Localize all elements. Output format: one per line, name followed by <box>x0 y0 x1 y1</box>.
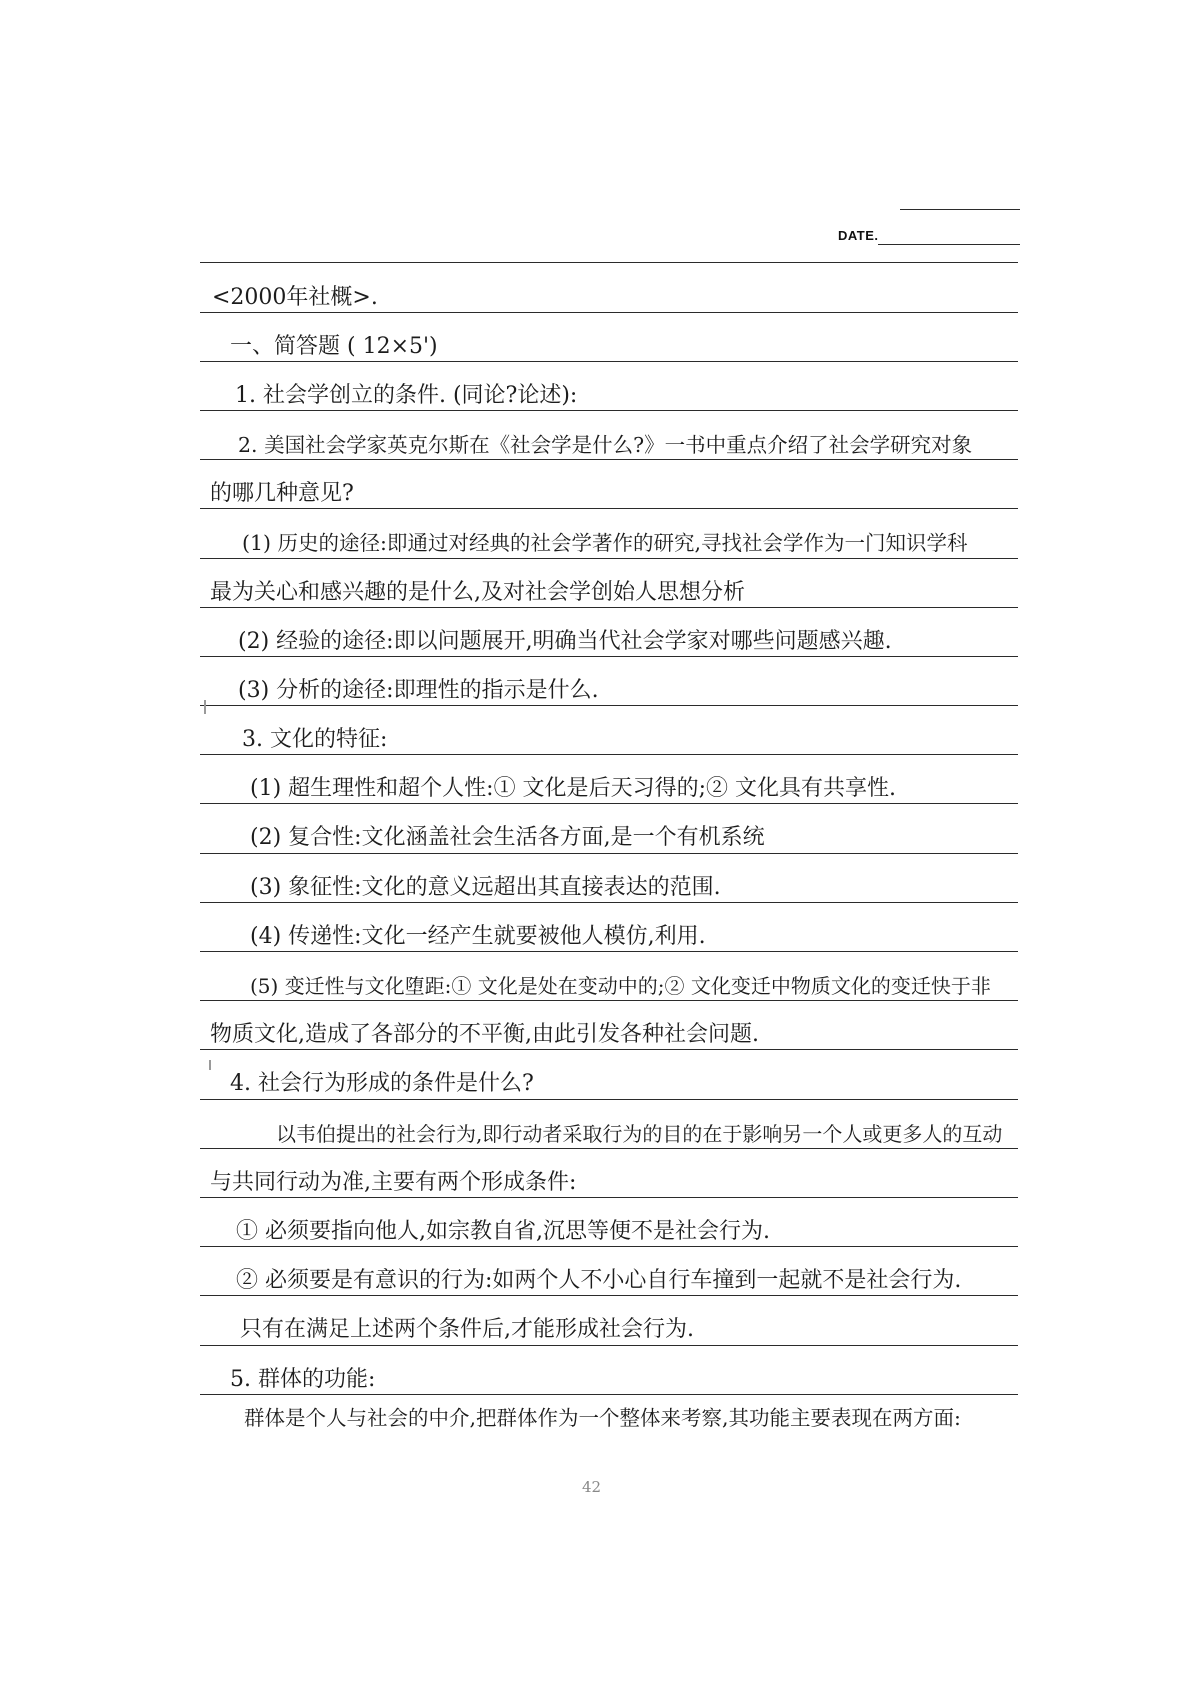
ruled-line <box>200 410 1018 411</box>
note-line: 2. 美国社会学家英克尔斯在《社会学是什么?》一书中重点介绍了社会学研究对象 <box>238 433 973 457</box>
ruled-line <box>200 558 1018 559</box>
date-label: DATE. <box>838 228 879 243</box>
note-line: 与共同行动为准,主要有两个形成条件: <box>210 1170 577 1195</box>
ruled-line <box>200 803 1018 804</box>
note-line: (1) 超生理性和超个人性:① 文化是后天习得的;② 文化具有共享性. <box>250 776 896 801</box>
ruled-line <box>200 1394 1018 1395</box>
ruled-line <box>200 853 1018 854</box>
note-line: ① 必须要指向他人,如宗教自省,沉思等便不是社会行为. <box>236 1219 770 1244</box>
header-rule <box>200 262 1018 263</box>
ruled-line <box>200 607 1018 608</box>
note-line: 3. 文化的特征: <box>242 727 388 752</box>
note-line: 5. 群体的功能: <box>230 1367 376 1392</box>
note-line: (3) 分析的途径:即理性的指示是什么. <box>238 678 599 703</box>
note-line: (4) 传递性:文化一经产生就要被他人模仿,利用. <box>250 924 706 949</box>
note-line: (5) 变迁性与文化堕距:① 文化是处在变动中的;② 文化变迁中物质文化的变迁快于非 <box>250 974 991 998</box>
ruled-line <box>200 1049 1018 1050</box>
note-line: (3) 象征性:文化的意义远超出其直接表达的范围. <box>250 875 721 900</box>
ruled-line <box>200 1197 1018 1198</box>
ruled-line <box>200 1246 1018 1247</box>
note-line: ② 必须要是有意识的行为:如两个人不小心自行车撞到一起就不是社会行为. <box>236 1268 962 1293</box>
ruled-line <box>200 1345 1018 1346</box>
note-line: 物质文化,造成了各部分的不平衡,由此引发各种社会问题. <box>210 1022 759 1047</box>
ruled-line <box>200 508 1018 509</box>
ruled-line <box>200 459 1018 460</box>
note-line: 最为关心和感兴趣的是什么,及对社会学创始人思想分析 <box>210 580 745 605</box>
note-line: 只有在满足上述两个条件后,才能形成社会行为. <box>240 1317 694 1342</box>
note-line: (1) 历史的途径:即通过对经典的社会学著作的研究,寻找社会学作为一门知识学科 <box>242 531 968 555</box>
note-line: 4. 社会行为形成的条件是什么? <box>230 1071 534 1096</box>
ruled-line <box>200 312 1018 313</box>
note-line: 群体是个人与社会的中介,把群体作为一个整体来考察,其功能主要表现在两方面: <box>244 1406 961 1430</box>
ruled-line <box>200 902 1018 903</box>
scan-mark <box>209 1060 211 1070</box>
ruled-line <box>200 705 1018 706</box>
page-number: 42 <box>582 1478 602 1496</box>
notes-title: <2000年社概>. <box>212 285 378 310</box>
note-line: 的哪几种意见? <box>210 481 354 506</box>
section-heading: 一、简答题 ( 12×5') <box>230 334 438 359</box>
header-rule-top <box>900 209 1020 210</box>
ruled-line <box>200 656 1018 657</box>
ruled-line <box>200 1099 1018 1100</box>
date-underline <box>878 244 1020 245</box>
scan-mark <box>204 700 206 714</box>
note-line: 1. 社会学创立的条件. (同论?论述): <box>235 383 578 408</box>
ruled-line <box>200 1000 1018 1001</box>
ruled-line <box>200 361 1018 362</box>
note-line: (2) 复合性:文化涵盖社会生活各方面,是一个有机系统 <box>250 825 765 850</box>
ruled-line <box>200 1295 1018 1296</box>
ruled-line <box>200 951 1018 952</box>
note-line: (2) 经验的途径:即以问题展开,明确当代社会学家对哪些问题感兴趣. <box>238 629 892 654</box>
note-line: 以韦伯提出的社会行为,即行动者采取行为的目的在于影响另一个人或更多人的互动 <box>276 1122 1003 1146</box>
ruled-line <box>200 1148 1018 1149</box>
ruled-line <box>200 754 1018 755</box>
